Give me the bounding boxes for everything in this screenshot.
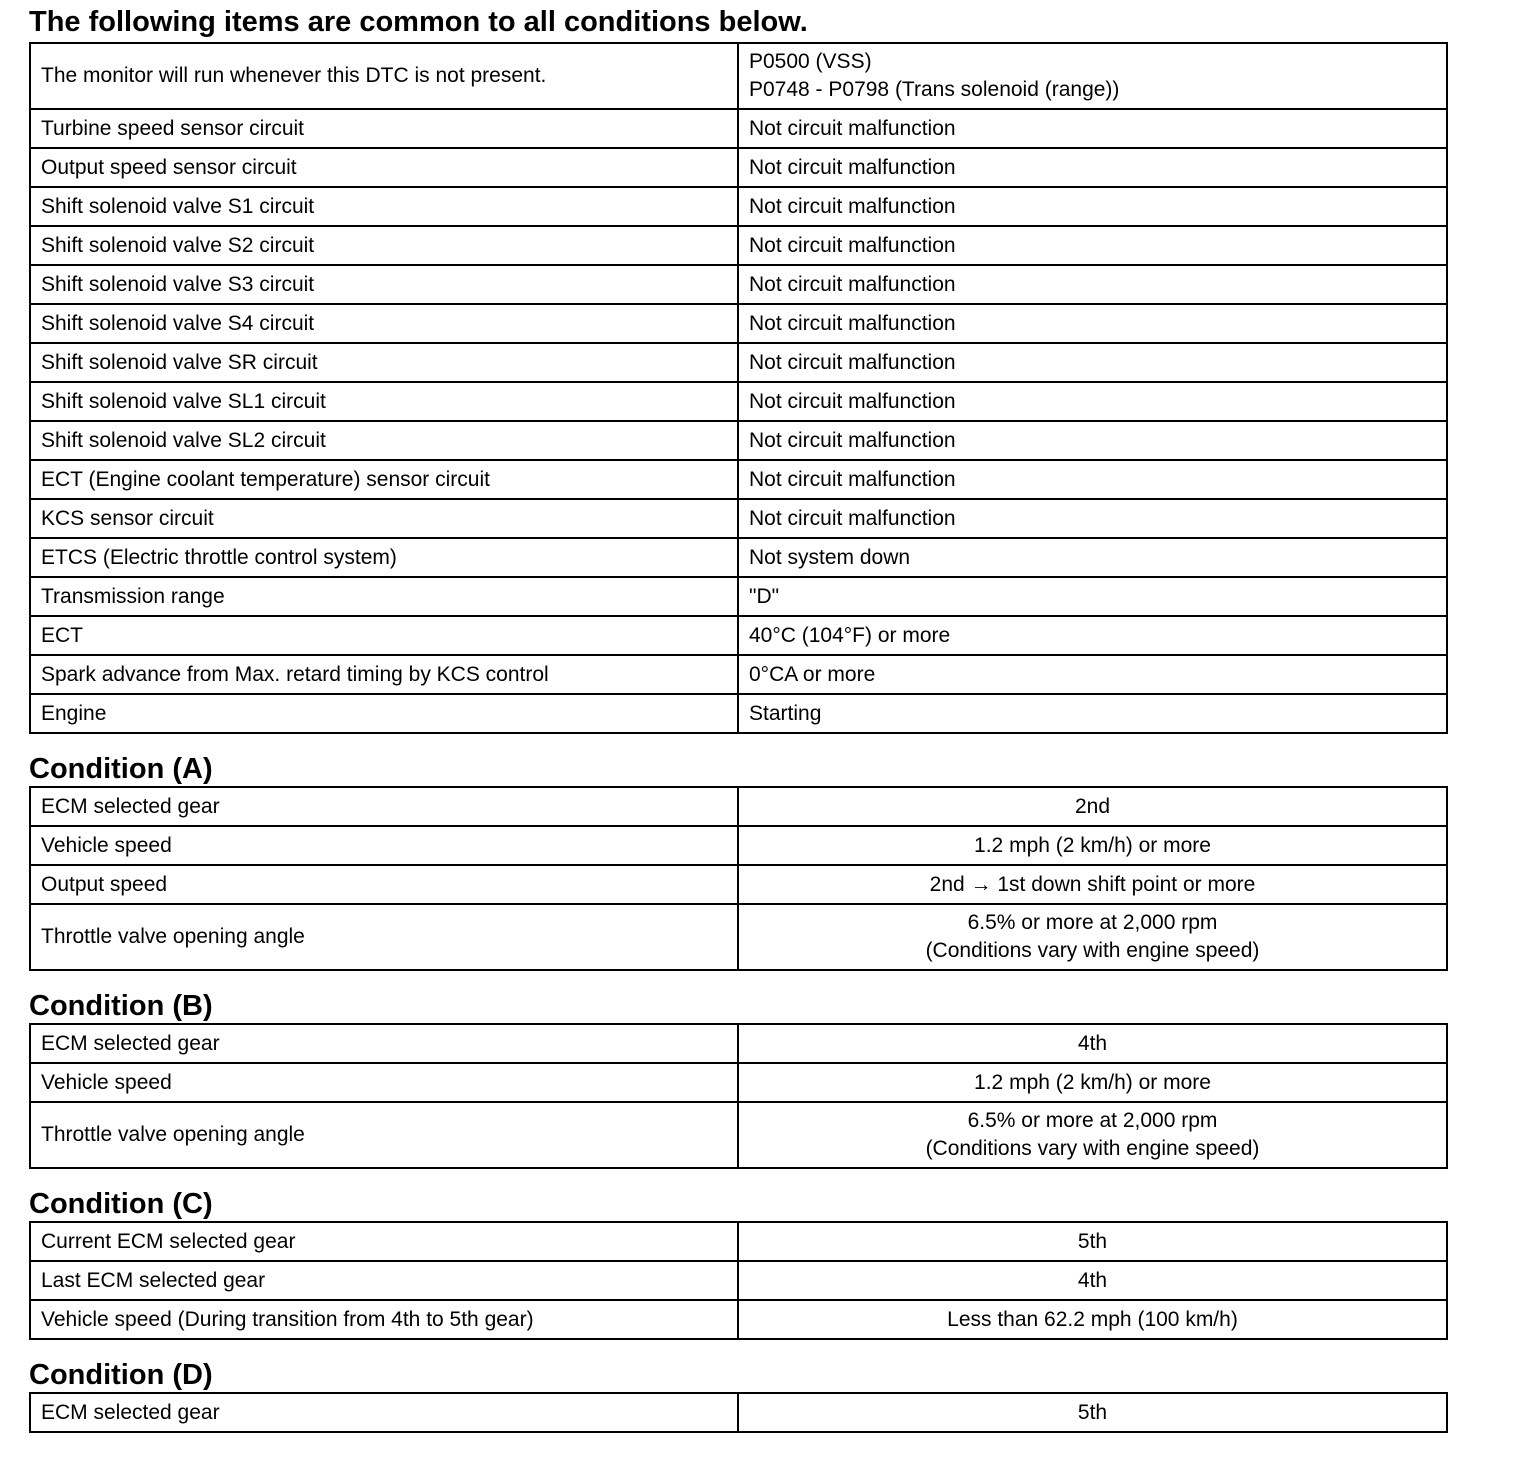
table-row (30, 109, 1447, 148)
value-cell: Less than 62.2 mph (100 km/h) (738, 1300, 1447, 1339)
value-cell: Not circuit malfunction (738, 304, 1447, 343)
table-row (30, 460, 1447, 499)
item-cell: Vehicle speed (30, 1063, 738, 1102)
value-cell: Not circuit malfunction (738, 265, 1447, 304)
item-cell: KCS sensor circuit (30, 499, 738, 538)
table-row (30, 538, 1447, 577)
condition-a-table (29, 786, 1448, 971)
item-cell: ETCS (Electric throttle control system) (30, 538, 738, 577)
condition-c-table (29, 1221, 1448, 1340)
table-row (30, 1024, 1447, 1063)
value-cell: 1.2 mph (2 km/h) or more (738, 1063, 1447, 1102)
table-row (30, 304, 1447, 343)
table-row (30, 1261, 1447, 1300)
value-cell: Starting (738, 694, 1447, 733)
table-row (30, 148, 1447, 187)
value-cell: P0500 (VSS) P0748 - P0798 (Trans solenoid (range)) (738, 43, 1447, 109)
table-row (30, 865, 1447, 904)
value-cell: Not circuit malfunction (738, 148, 1447, 187)
table-row (30, 187, 1447, 226)
value-cell: 5th (738, 1393, 1447, 1432)
table-row (30, 1393, 1447, 1432)
table-row (30, 1102, 1447, 1168)
value-cell: 0°CA or more (738, 655, 1447, 694)
item-cell: Shift solenoid valve S1 circuit (30, 187, 738, 226)
item-cell: Shift solenoid valve S2 circuit (30, 226, 738, 265)
item-cell: Shift solenoid valve S3 circuit (30, 265, 738, 304)
item-cell: Vehicle speed (During transition from 4th to 5th gear) (30, 1300, 738, 1339)
condition-d-table (29, 1392, 1448, 1433)
value-cell: 6.5% or more at 2,000 rpm (Conditions vary with engine speed) (738, 904, 1447, 970)
item-cell: ECT (Engine coolant temperature) sensor circuit (30, 460, 738, 499)
condition-b-heading: Condition (B) (29, 990, 213, 1022)
value-cell: Not system down (738, 538, 1447, 577)
table-row (30, 1063, 1447, 1102)
item-cell: Transmission range (30, 577, 738, 616)
table-row (30, 1300, 1447, 1339)
condition-b-table (29, 1023, 1448, 1169)
value-cell: Not circuit malfunction (738, 187, 1447, 226)
common-heading: The following items are common to all conditions below. (29, 6, 808, 38)
value-cell: "D" (738, 577, 1447, 616)
item-cell: Engine (30, 694, 738, 733)
item-cell: Vehicle speed (30, 826, 738, 865)
value-cell: Not circuit malfunction (738, 499, 1447, 538)
value-cell: 1.2 mph (2 km/h) or more (738, 826, 1447, 865)
value-cell: 6.5% or more at 2,000 rpm (Conditions vary with engine speed) (738, 1102, 1447, 1168)
table-row (30, 694, 1447, 733)
item-cell: ECM selected gear (30, 1393, 738, 1432)
condition-c-heading: Condition (C) (29, 1188, 213, 1220)
item-cell: ECT (30, 616, 738, 655)
table-row (30, 421, 1447, 460)
item-cell: ECM selected gear (30, 787, 738, 826)
item-cell: ECM selected gear (30, 1024, 738, 1063)
value-cell: Not circuit malfunction (738, 460, 1447, 499)
item-cell: Throttle valve opening angle (30, 904, 738, 970)
condition-d-heading: Condition (D) (29, 1359, 213, 1391)
item-cell: Last ECM selected gear (30, 1261, 738, 1300)
item-cell: Spark advance from Max. retard timing by KCS control (30, 655, 738, 694)
table-row (30, 499, 1447, 538)
item-cell: Shift solenoid valve SL1 circuit (30, 382, 738, 421)
value-cell: 5th (738, 1222, 1447, 1261)
item-cell: Output speed sensor circuit (30, 148, 738, 187)
value-cell: 4th (738, 1024, 1447, 1063)
item-cell: Turbine speed sensor circuit (30, 109, 738, 148)
table-row (30, 382, 1447, 421)
common-conditions-table (29, 42, 1448, 734)
item-cell: Throttle valve opening angle (30, 1102, 738, 1168)
item-cell: Shift solenoid valve SR circuit (30, 343, 738, 382)
table-row (30, 226, 1447, 265)
table-row (30, 43, 1447, 109)
table-row (30, 1222, 1447, 1261)
table-row (30, 265, 1447, 304)
condition-a-heading: Condition (A) (29, 753, 213, 785)
item-cell: Output speed (30, 865, 738, 904)
value-cell: 4th (738, 1261, 1447, 1300)
item-cell: The monitor will run whenever this DTC is not present. (30, 43, 738, 109)
value-cell: Not circuit malfunction (738, 382, 1447, 421)
value-cell: 2nd → 1st down shift point or more (738, 865, 1447, 904)
value-cell: 40°C (104°F) or more (738, 616, 1447, 655)
item-cell: Shift solenoid valve SL2 circuit (30, 421, 738, 460)
table-row (30, 787, 1447, 826)
value-cell: Not circuit malfunction (738, 226, 1447, 265)
table-row (30, 904, 1447, 970)
value-cell: Not circuit malfunction (738, 343, 1447, 382)
table-row (30, 343, 1447, 382)
item-cell: Current ECM selected gear (30, 1222, 738, 1261)
table-row (30, 616, 1447, 655)
value-cell: 2nd (738, 787, 1447, 826)
value-cell: Not circuit malfunction (738, 421, 1447, 460)
table-row (30, 826, 1447, 865)
table-row (30, 655, 1447, 694)
value-cell: Not circuit malfunction (738, 109, 1447, 148)
item-cell: Shift solenoid valve S4 circuit (30, 304, 738, 343)
document-page (29, 0, 1446, 1433)
table-row (30, 577, 1447, 616)
